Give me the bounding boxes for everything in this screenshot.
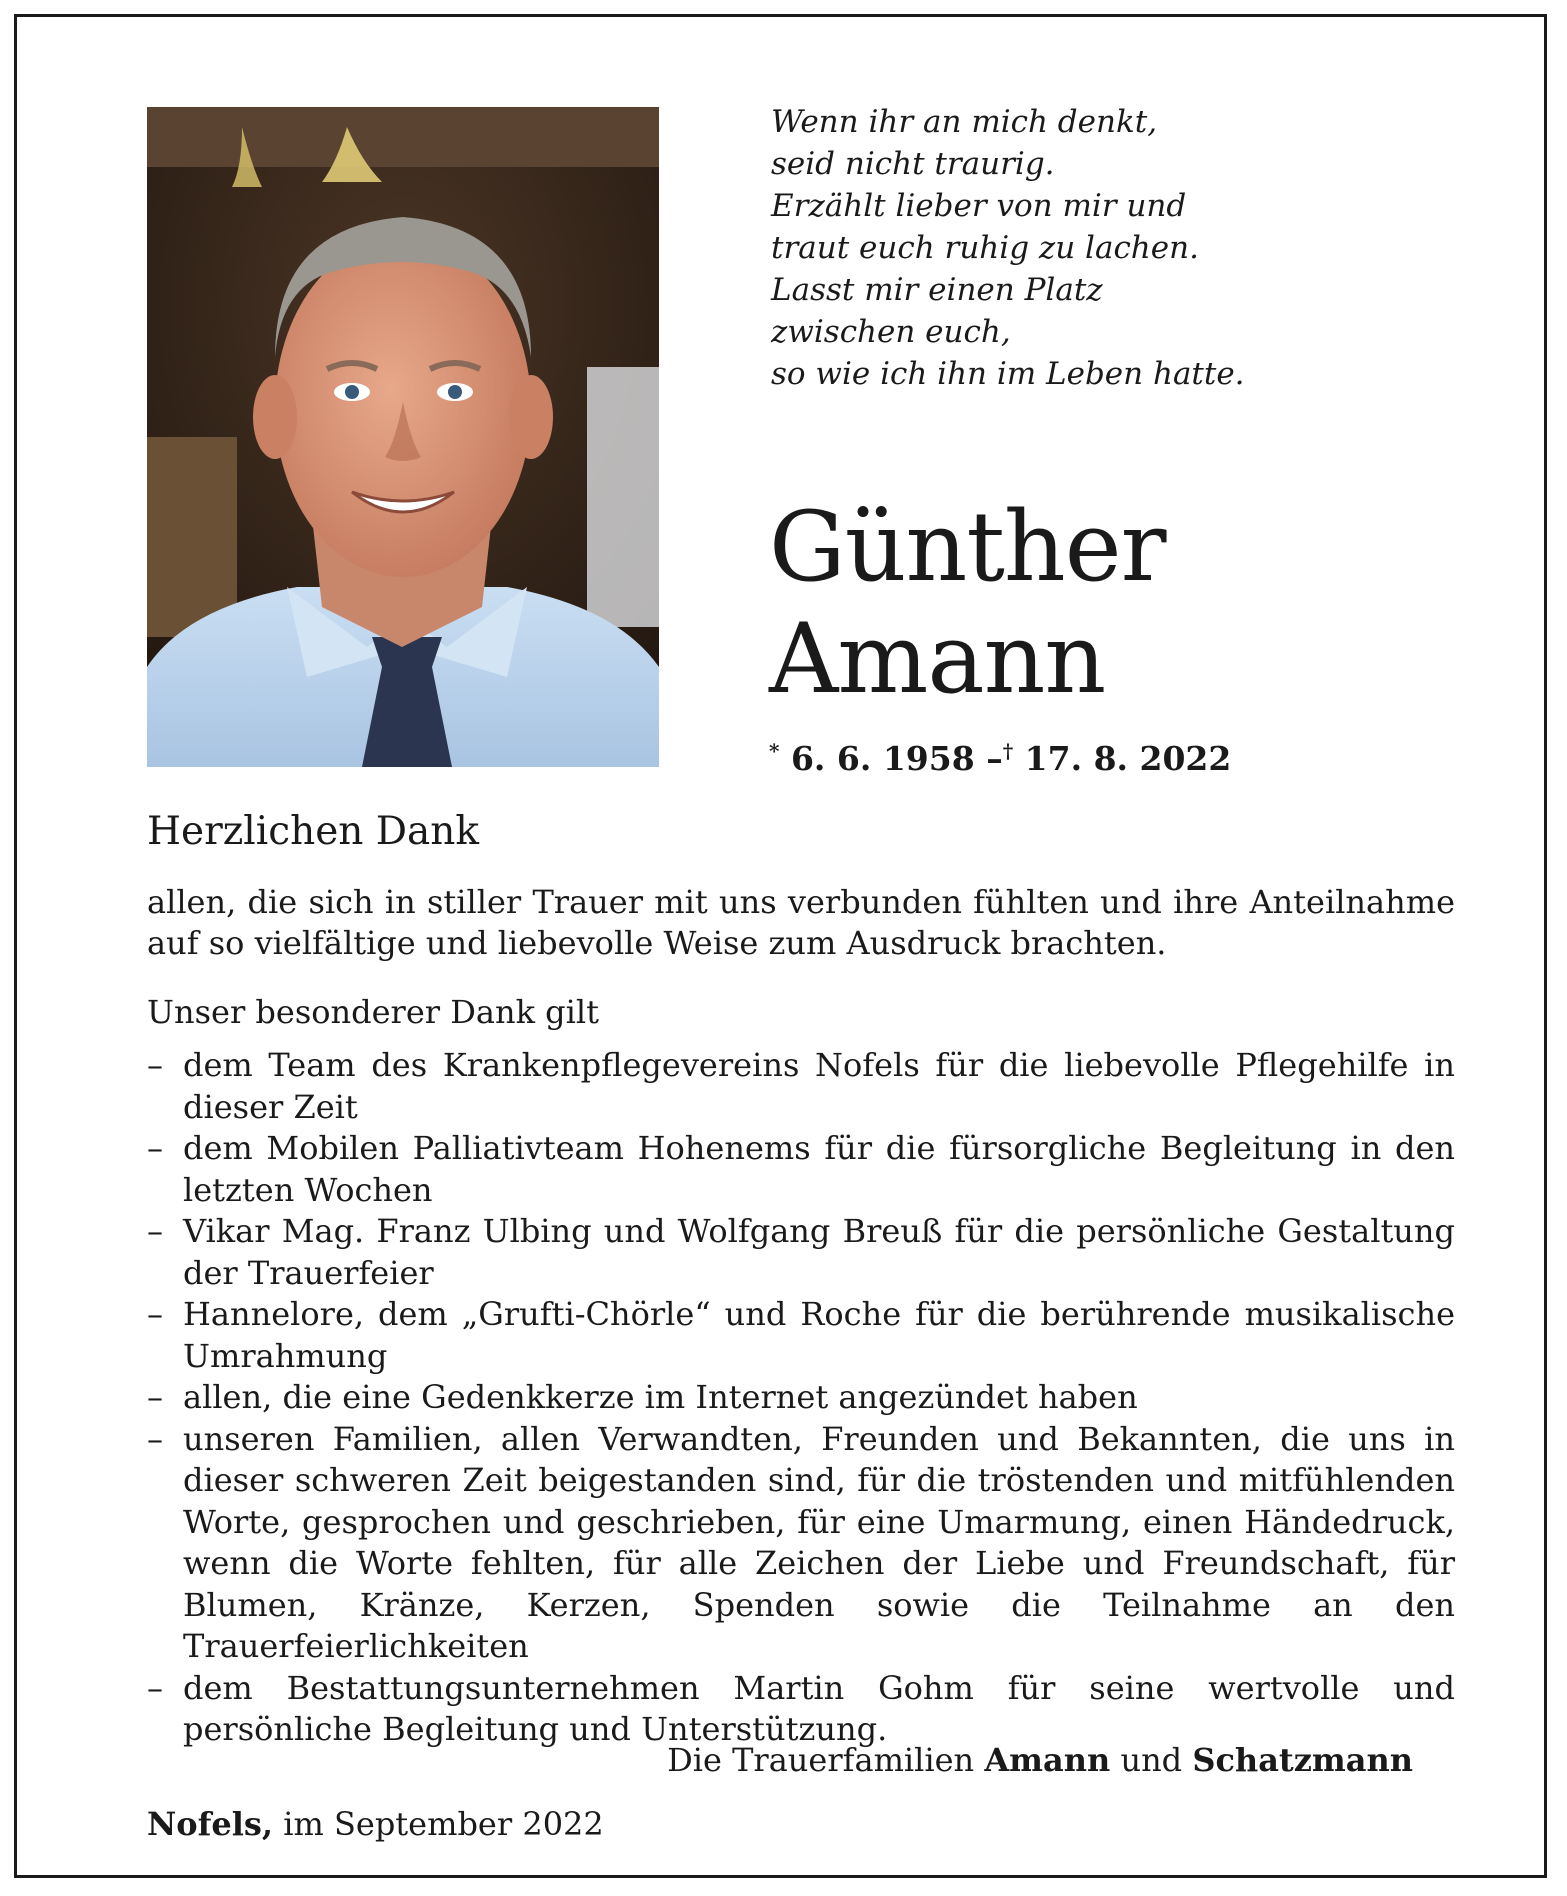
- memorial-poem: [771, 101, 1371, 395]
- place: Nofels,: [147, 1805, 274, 1843]
- poem-line: so wie ich ihn im Leben hatte.: [771, 356, 1245, 392]
- special-thanks-heading: Unser besonderer Dank gilt: [147, 993, 599, 1031]
- last-name: Amann: [769, 603, 1106, 715]
- list-item-text: allen, die eine Gedenkkerze im Internet angezündet haben: [183, 1378, 1138, 1416]
- family-name-1: Amann: [984, 1741, 1111, 1779]
- bullet-dash: –: [147, 1419, 163, 1458]
- family-signature: [667, 1739, 1413, 1781]
- list-item-text: dem Bestattungsunternehmen Martin Gohm für seine wertvolle und persönliche Begleitung und Unterstützung.: [183, 1668, 1455, 1748]
- bullet-dash: –: [147, 1668, 163, 1707]
- list-item: [147, 1294, 1455, 1377]
- bullet-dash: –: [147, 1378, 163, 1416]
- birth-symbol: *: [769, 739, 780, 763]
- list-item: [147, 1128, 1455, 1211]
- date: im September 2022: [283, 1805, 604, 1843]
- signature-prefix: Die Trauerfamilien: [667, 1741, 975, 1779]
- list-item-text: dem Team des Krankenpflegevereins Nofels für die liebevolle Pflegehilfe in dieser Zeit: [183, 1046, 1455, 1126]
- obituary-frame: [14, 14, 1547, 1878]
- bullet-dash: –: [147, 1046, 163, 1084]
- deceased-name: [769, 491, 1165, 715]
- bullet-dash: –: [147, 1212, 163, 1250]
- poem-line: Erzählt lieber von mir und: [771, 188, 1187, 224]
- bullet-dash: –: [147, 1129, 163, 1167]
- list-item: [147, 1045, 1455, 1128]
- poem-line: traut euch ruhig zu lachen.: [771, 230, 1199, 266]
- list-item: [147, 1211, 1455, 1294]
- life-dates: [769, 729, 1231, 781]
- thanks-intro: allen, die sich in stiller Trauer mit uns verbunden fühlten und ihre Anteilnahme auf so vielfältige und liebevolle Weise zum Ausdruck brachten.: [147, 883, 1455, 962]
- thanks-list: [147, 1045, 1455, 1751]
- portrait-photo: [147, 107, 659, 767]
- bullet-dash: –: [147, 1295, 163, 1333]
- list-item-text: Hannelore, dem „Grufti-Chörle“ und Roche für die berührende musikalische Umrahmung: [183, 1295, 1455, 1375]
- poem-line: Wenn ihr an mich denkt,: [771, 104, 1158, 140]
- poem-line: Lasst mir einen Platz: [771, 272, 1103, 308]
- list-item-text: Vikar Mag. Franz Ulbing und Wolfgang Breuß für die persönliche Gestaltung der Trauerfeier: [183, 1212, 1455, 1292]
- list-item-text: unseren Familien, allen Verwandten, Freunden und Bekannten, die uns in dieser schweren Zeit beigestanden sind, für die tröstenden und mitfühlenden Worte, gesprochen und geschrieben, für eine Umarmung, einen Händedruck, wenn die Worte fehlten, für alle Zeichen der Liebe und Freundschaft, für Blumen, Kränze, Kerzen, Spenden sowie die Teilnahme an den Trauerfeierlichkeiten: [183, 1419, 1455, 1665]
- thanks-title: Herzlichen Dank: [147, 809, 480, 854]
- first-name: Günther: [769, 491, 1166, 603]
- birth-date: 6. 6. 1958: [790, 739, 975, 778]
- list-item: [147, 1419, 1455, 1668]
- date-dash: –: [986, 739, 1003, 778]
- death-symbol: †: [1002, 739, 1014, 763]
- death-date: 17. 8. 2022: [1024, 739, 1232, 778]
- signature-connector: und: [1120, 1741, 1183, 1779]
- list-item: [147, 1377, 1455, 1419]
- list-item-text: dem Mobilen Palliativteam Hohenems für die fürsorgliche Begleitung in den letzten Wochen: [183, 1129, 1455, 1209]
- family-name-2: Schatzmann: [1192, 1741, 1413, 1779]
- poem-line: zwischen euch,: [771, 314, 1011, 350]
- poem-line: seid nicht traurig.: [771, 146, 1055, 182]
- place-date: [147, 1803, 604, 1845]
- portrait-illustration: [147, 107, 659, 767]
